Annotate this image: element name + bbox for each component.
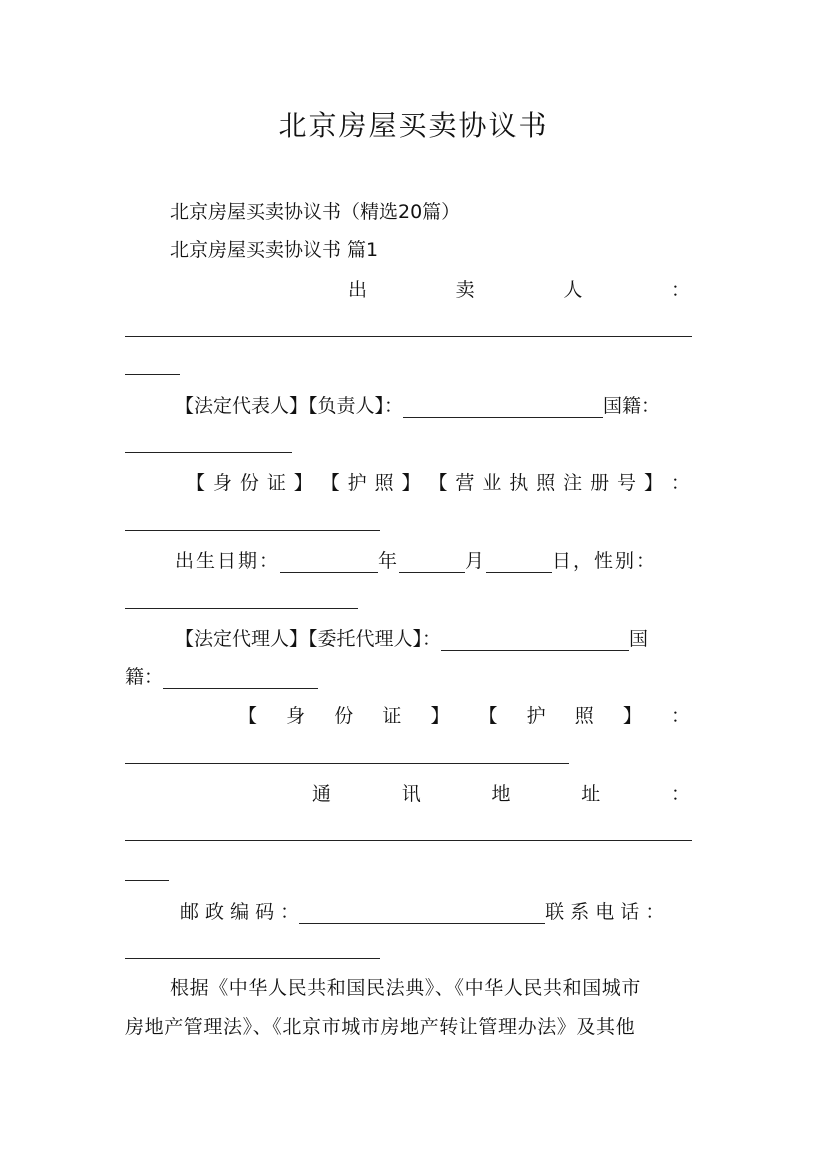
- agent-blank: [441, 630, 629, 651]
- agent-label: 【法定代理人】【委托代理人】：: [175, 628, 442, 650]
- id-doc-label: [186, 471, 690, 495]
- id-doc-char: 】: [643, 472, 663, 494]
- id-passport-char: ：: [670, 705, 690, 727]
- gender-blank-line: [125, 608, 358, 609]
- id-passport-char: 】: [622, 705, 642, 727]
- address-blank-line: [125, 840, 692, 841]
- address-char: 通: [312, 783, 332, 805]
- id-passport-char: 份: [334, 705, 354, 727]
- address-char: 地: [491, 783, 511, 805]
- nationality-label-part2: 籍：: [125, 666, 164, 688]
- id-doc-char: 证: [266, 472, 286, 494]
- birth-day-blank: [486, 552, 552, 573]
- id-doc-char: 【: [320, 472, 340, 494]
- nationality-label: 国籍：: [603, 395, 661, 417]
- address-char: ：: [670, 783, 690, 805]
- phone-label: 联 系 电 话 ：: [545, 901, 665, 923]
- seller-char: 卖: [455, 279, 475, 301]
- postcode-label: 邮 政 编 码 ：: [180, 901, 300, 923]
- nationality-label-part1: 国: [629, 628, 649, 650]
- basis-paragraph-line-1: 根据《中华人民共和国民法典》、《中华人民共和国城市: [170, 977, 642, 999]
- id-passport-char: 【: [238, 705, 258, 727]
- seller-label: [348, 278, 690, 302]
- birth-year-blank: [280, 552, 378, 573]
- month-label: 月: [465, 550, 487, 572]
- section-title: 北京房屋买卖协议书 篇1: [170, 239, 379, 261]
- postcode-blank: [299, 903, 545, 924]
- address-label: [312, 782, 690, 806]
- id-passport-char: 护: [526, 705, 546, 727]
- id-doc-char: 【: [186, 472, 206, 494]
- seller-char: 人: [563, 279, 583, 301]
- nationality-blank-line: [125, 452, 292, 453]
- document-title: 北京房屋买卖协议书: [278, 109, 549, 142]
- legal-rep-line: [175, 394, 660, 418]
- id-passport-char: 【: [478, 705, 498, 727]
- id-passport-char: 】: [430, 705, 450, 727]
- agent-nationality-blank: [163, 668, 318, 689]
- id-passport-char: 证: [382, 705, 402, 727]
- id-passport-label: [238, 704, 690, 728]
- id-doc-char: 照: [536, 472, 556, 494]
- address-blank-line-cont: [125, 880, 169, 881]
- id-doc-blank-line: [125, 530, 380, 531]
- agent-line: [175, 627, 648, 651]
- subtitle: 北京房屋买卖协议书（精选20篇）: [170, 201, 461, 223]
- id-passport-blank-line: [125, 763, 569, 764]
- id-doc-char: 营: [455, 472, 475, 494]
- year-label: 年: [378, 550, 400, 572]
- id-doc-char: 【: [428, 472, 448, 494]
- id-doc-char: 照: [374, 472, 394, 494]
- birth-gender-line: [175, 549, 657, 573]
- id-doc-char: 注: [563, 472, 583, 494]
- id-doc-char: 】: [401, 472, 421, 494]
- id-passport-char: 身: [286, 705, 306, 727]
- seller-char: 出: [348, 279, 368, 301]
- birth-label: 出生日期：: [175, 550, 281, 572]
- id-doc-char: 册: [590, 472, 610, 494]
- basis-paragraph-line-2: 房地产管理法》、《北京市城市房地产转让管理办法》及其他: [125, 1016, 636, 1038]
- address-char: 讯: [401, 783, 421, 805]
- agent-nationality-line: [125, 665, 318, 689]
- postcode-phone-line: [180, 900, 664, 924]
- birth-month-blank: [399, 552, 465, 573]
- id-passport-char: 照: [574, 705, 594, 727]
- legal-rep-blank: [403, 397, 603, 418]
- id-doc-char: 号: [617, 472, 637, 494]
- seller-char: ：: [670, 279, 690, 301]
- id-doc-char: 业: [482, 472, 502, 494]
- day-gender-label: 日，性别：: [552, 550, 658, 572]
- seller-blank-line-cont: [125, 374, 180, 375]
- address-char: 址: [581, 783, 601, 805]
- phone-blank-line: [125, 958, 380, 959]
- id-doc-char: 执: [509, 472, 529, 494]
- legal-rep-label: 【法定代表人】【负责人】：: [175, 395, 404, 417]
- id-doc-char: 身: [212, 472, 232, 494]
- id-doc-char: 】: [293, 472, 313, 494]
- id-doc-char: 护: [347, 472, 367, 494]
- seller-blank-line: [125, 336, 692, 337]
- id-doc-char: 份: [239, 472, 259, 494]
- id-doc-char: ：: [670, 472, 690, 494]
